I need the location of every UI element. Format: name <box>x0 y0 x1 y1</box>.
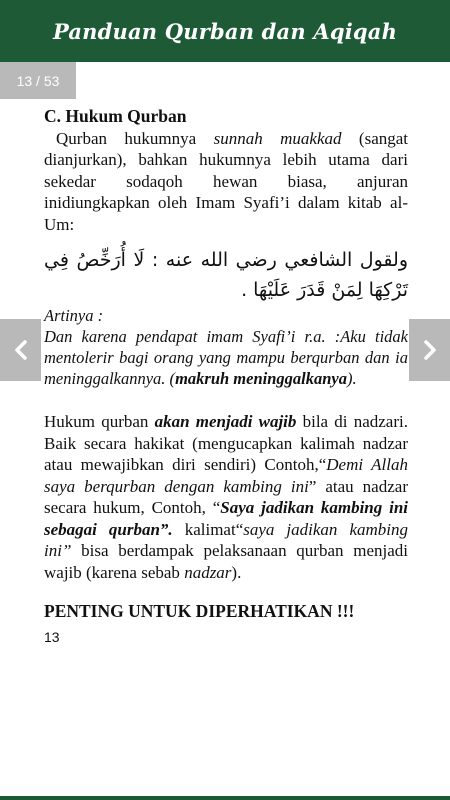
page-indicator: 13 / 53 <box>0 62 76 99</box>
page-content <box>44 106 408 648</box>
bottom-bar <box>0 796 450 800</box>
translation-paragraph: Dan karena pendapat imam Syafi’i r.a. :Aku tidak mentolerir bagi orang yang mampu berqurban dan ia meninggalkannya. (makruh meninggalkanya). <box>44 327 408 388</box>
app-header <box>0 0 450 62</box>
next-page-button[interactable] <box>409 319 450 381</box>
app-title: Panduan Qurban dan Aqiqah <box>52 18 398 44</box>
arabic-quote: ولقول الشافعي رضي الله عنه : لَا أُرَخِّصُ فِي تَرْكِهَا لِمَنْ قَدَرَ عَلَيْهَا . <box>44 249 408 301</box>
intro-paragraph: Qurban hukumnya sunnah muakkad (sangat dianjurkan), bahkan hukumnya lebih utama dari sekedar sodaqoh hewan biasa, anjuran inidiungkapkan oleh Imam Syafi’i dalam kitab al-Um: <box>44 128 409 234</box>
artinya-label: Artinya : <box>44 306 104 325</box>
chevron-left-icon <box>13 339 29 361</box>
chevron-right-icon <box>422 339 438 361</box>
prev-page-button[interactable] <box>0 319 41 381</box>
section-title: C. Hukum Qurban <box>44 106 187 126</box>
important-heading: PENTING UNTUK DIPERHATIKAN !!! <box>44 601 355 621</box>
hukum-paragraph: Hukum qurban akan menjadi wajib bila di nadzari. Baik secara hakikat (mengucapkan kalimah nadzar atau mewajibkan diri sendiri) Contoh,“Demi Allah saya berqurban dengan kambing ini” atau nadzar secara hukum, Contoh, “Saya jadikan kambing ini sebagai qurban”. kalimat“saya jadikan kambing ini” bisa berdampak pelaksanaan qurban menjadi wajib (karena sebab nadzar). <box>44 412 408 582</box>
page-number: 13 <box>44 628 60 645</box>
